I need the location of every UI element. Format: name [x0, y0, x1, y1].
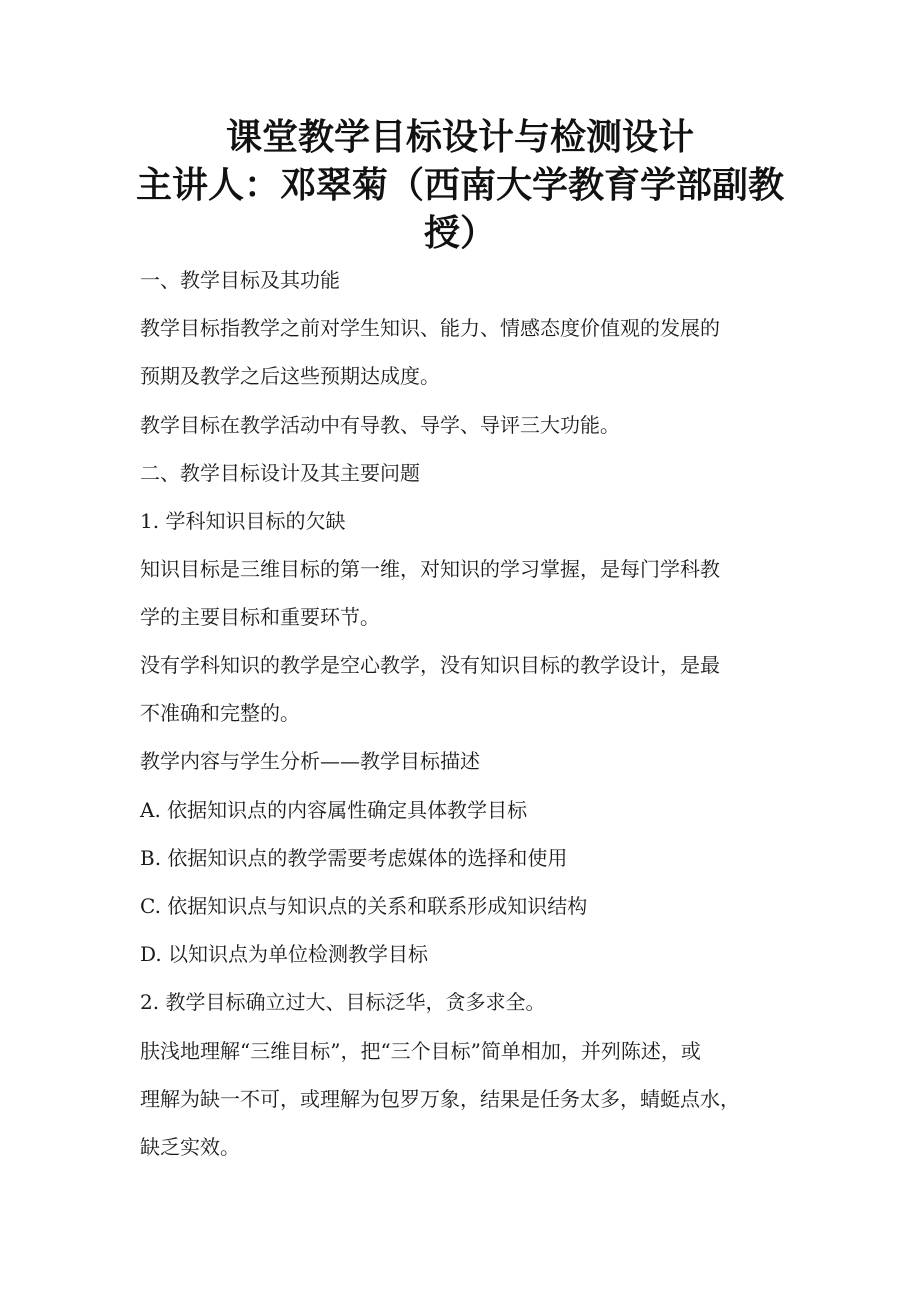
lecturer-line: 主讲人：邓翠菊（西南大学教育学部副教	[135, 165, 784, 206]
paragraph-line: 缺乏实效。	[140, 1135, 240, 1159]
paragraph-line: 没有学科知识的教学是空心教学，没有知识目标的教学设计，是最	[140, 653, 720, 677]
paragraph-line: 教学目标在教学活动中有导教、导学、导评三大功能。	[140, 413, 620, 437]
paragraph-line: 预期及教学之后这些预期达成度。	[140, 364, 440, 388]
subheading-2: 2. 教学目标确立过大、目标泛华，贪多求全。	[140, 990, 546, 1014]
document-title: 课堂教学目标设计与检测设计	[225, 117, 694, 158]
paragraph-line: 教学内容与学生分析——教学目标描述	[140, 749, 480, 773]
section-heading-2: 二、教学目标设计及其主要问题	[140, 461, 420, 485]
paragraph-line: 教学目标指教学之前对学生知识、能力、情感态度价值观的发展的	[140, 316, 720, 340]
section-heading-1: 一、教学目标及其功能	[140, 268, 340, 292]
subheading-1: 1. 学科知识目标的欠缺	[140, 509, 346, 533]
lecturer-line-continued: 授）	[423, 213, 496, 254]
list-item-d: D. 以知识点为单位检测教学目标	[140, 942, 429, 966]
paragraph-line: 知识目标是三维目标的第一维，对知识的学习掌握，是每门学科教	[140, 557, 720, 581]
list-item-b: B. 依据知识点的教学需要考虑媒体的选择和使用	[140, 846, 568, 870]
paragraph-line: 不准确和完整的。	[140, 701, 300, 725]
paragraph-line: 理解为缺一不可，或理解为包罗万象，结果是任务太多，蜻蜓点水，	[140, 1087, 740, 1111]
paragraph-line: 学的主要目标和重要环节。	[140, 605, 380, 629]
list-item-a: A. 依据知识点的内容属性确定具体教学目标	[140, 798, 528, 822]
list-item-c: C. 依据知识点与知识点的关系和联系形成知识结构	[140, 894, 588, 918]
paragraph-line: 肤浅地理解“三维目标”，把“三个目标”简单相加，并列陈述，或	[140, 1039, 701, 1063]
